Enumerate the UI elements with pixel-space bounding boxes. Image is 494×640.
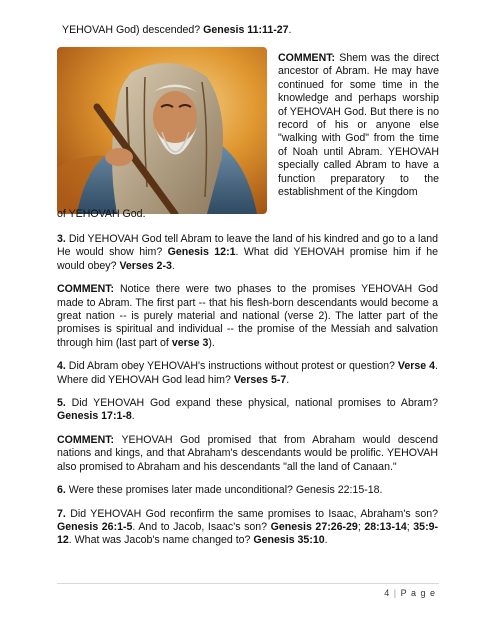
comment-3: COMMENT: YEHOVAH God promised that from Abraham would descend nations and kings, and that Abraham's descendants would be prolific. YEHOVAH also promised to Abraham and his descendants "all the land of Canaan." [57, 433, 438, 473]
comment-tail: of YEHOVAH God. [57, 208, 146, 220]
comment-2: COMMENT: Notice there were two phases to the promises YEHOVAH God made to Abram. The first part -- that his flesh-born descendants would become a great nation -- is purely material and national (verse 2). The latter part of the promises is spiritual and individual -- the promise of the Messiah and salvation through him (last part of verse 3). [57, 283, 438, 349]
question-4: 4. Did Abram obey YEHOVAH's instructions without protest or question? Verse 4. Where did YEHOVAH God lead him? Verses 5-7. [57, 360, 438, 386]
question-3: 3. Did YEHOVAH God tell Abram to leave the land of his kindred and go to a land He would show him? Genesis 12:1. What did YEHOVAH promise him if he would obey? Verses 2-3. [57, 233, 438, 272]
comment-sidebar: COMMENT: Shem was the direct ancestor of Abram. He may have continued for some time in the knowledge and perhaps worship of YEHOVAH God. But there is no record of his or anyone else "walking with God" from the time of Noah until Abram. YEHOVAH specially called Abram to have a function preparatory to the establishment of the Kingdom [278, 52, 439, 199]
scripture-ref: Genesis 11:11-27 [203, 24, 289, 36]
footer-rule [57, 583, 439, 584]
comment-label: COMMENT: [278, 52, 336, 64]
body-text [57, 233, 438, 558]
question-7: 7. Did YEHOVAH God reconfirm the same promises to Isaac, Abraham's son? Genesis 26:1-5. And to Jacob, Isaac's son? Genesis 27:26-29; 28:13-14; 35:9-12. What was Jacob's name changed to? Genesis 35:10. [57, 507, 439, 547]
top-line: YEHOVAH God) descended? Genesis 11:11-27. [62, 24, 292, 36]
man-with-staff-image [57, 47, 267, 214]
question-5: 5. Did YEHOVAH God expand these physical, national promises to Abram? Genesis 17:1-8. [57, 397, 438, 423]
page-number: 4 | P a g e [384, 588, 436, 598]
question-6: 6. Were these promises later made unconditional? Genesis 22:15-18. [57, 484, 383, 497]
illustration-svg [57, 47, 267, 214]
